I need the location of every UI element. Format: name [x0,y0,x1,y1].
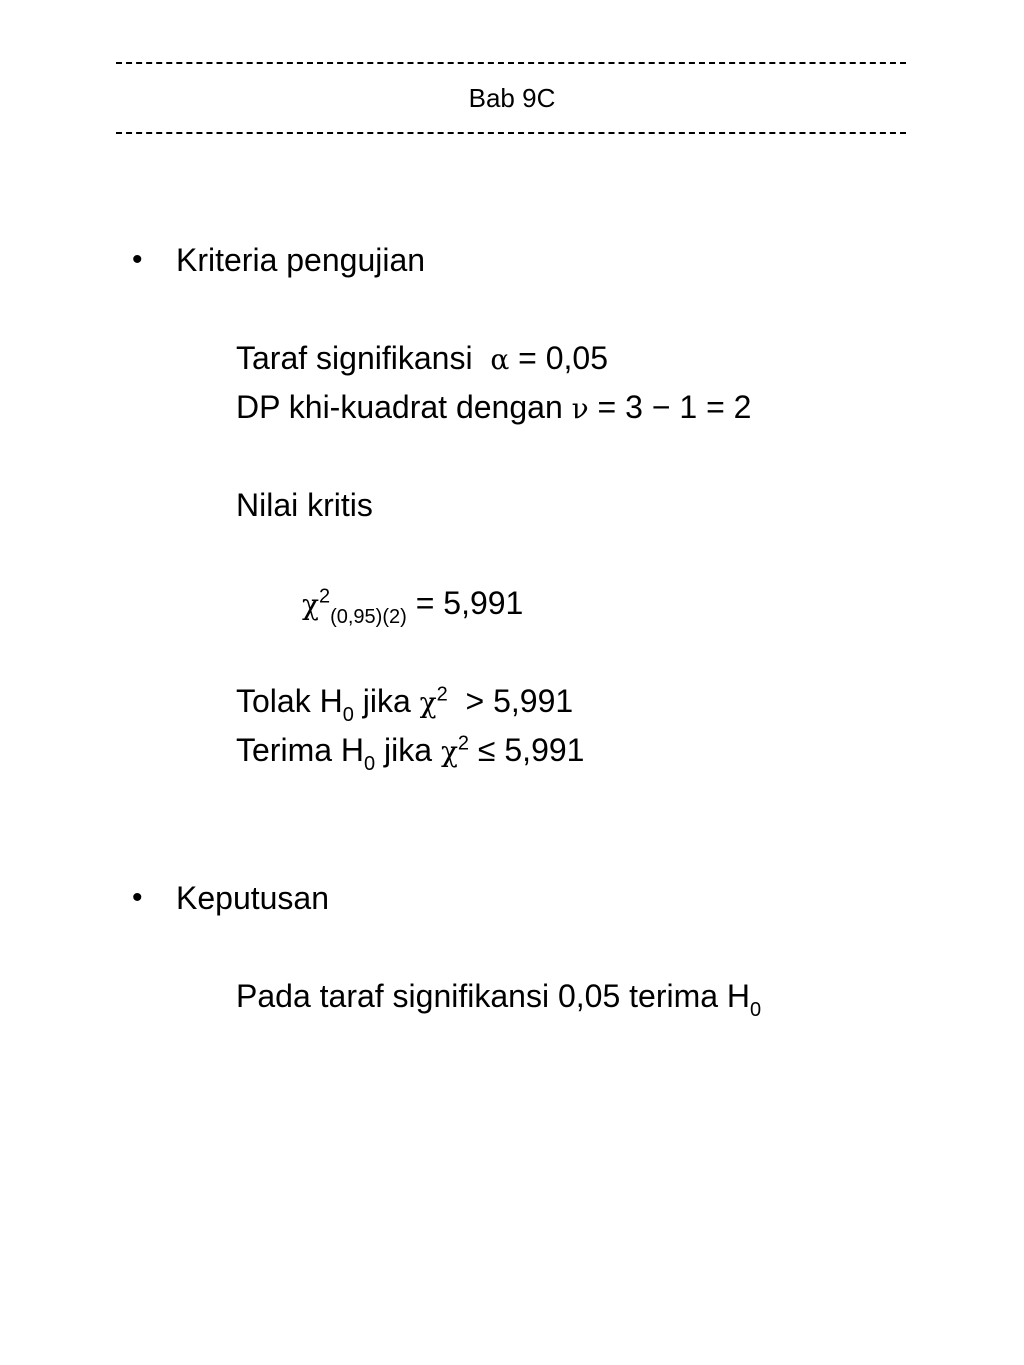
chi-symbol: χ [302,588,319,621]
significance-level-value: = 0,05 [518,340,608,376]
degrees-of-freedom-line [236,387,751,429]
reject-rule-line [236,681,574,727]
accept-rule-condition-word: jika [384,732,433,768]
degrees-of-freedom-value: = 3 − 1 = 2 [597,389,752,425]
chapter-title: Bab 9C [468,83,556,113]
chi-exponent: 2 [436,683,448,706]
chi-exponent: 2 [457,732,470,755]
decision-conclusion-text: Pada taraf signifikansi 0,05 terima H [236,978,751,1014]
reject-rule-condition-word: jika [362,683,411,719]
critical-value-number: = 5,991 [415,585,524,621]
accept-rule-prefix: Terima H [236,732,365,768]
reject-rule-prefix: Tolak H [236,683,343,719]
nu-symbol: ν [571,392,589,425]
decision-h-subscript: 0 [750,999,762,1022]
criteria-heading: Kriteria pengujian [176,242,426,278]
alpha-symbol: α [490,343,510,376]
header-rule-top [116,62,906,64]
accept-rule-h-subscript: 0 [364,753,376,776]
reject-rule-h-subscript: 0 [342,704,354,727]
critical-value-formula [302,583,524,629]
accept-rule-line [236,730,585,776]
bullet-criteria: • [132,243,143,276]
header-rule-bottom [116,132,906,134]
accept-rule-threshold: ≤ 5,991 [477,732,585,768]
chi-symbol: χ [440,735,458,768]
critical-value-label: Nilai kritis [236,487,373,523]
decision-conclusion [236,976,762,1022]
significance-level-label: Taraf signifikansi [236,340,473,376]
degrees-of-freedom-label: DP khi-kuadrat dengan [236,389,563,425]
bullet-decision: • [132,881,143,914]
reject-rule-threshold: > 5,991 [465,683,574,719]
chi-symbol: χ [419,686,437,719]
chi-exponent: 2 [318,585,331,608]
significance-level-line [236,338,608,380]
chi-subscript: (0,95)(2) [330,606,407,629]
decision-heading: Keputusan [176,880,330,916]
